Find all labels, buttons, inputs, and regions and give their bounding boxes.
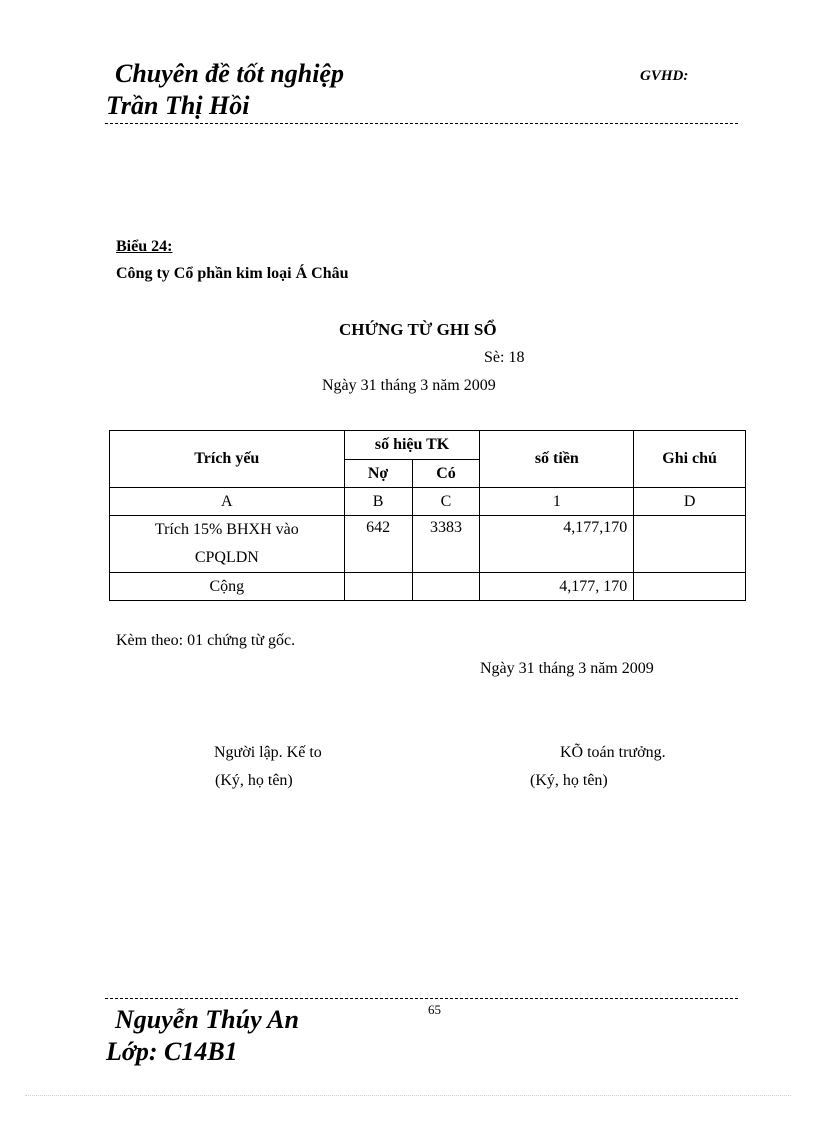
supervisor-name: Trần Thị Hồi xyxy=(106,91,250,120)
row-description: Trích 15% BHXH vào CPQLDN xyxy=(110,516,345,573)
preparer-sign-note: (Ký, họ tên) xyxy=(215,772,293,789)
total-note-empty xyxy=(634,573,746,601)
header-account: số hiệu TK xyxy=(344,431,480,460)
chief-accountant-title: KÕ toán trưởng. xyxy=(560,744,666,761)
row-credit: 3383 xyxy=(412,516,480,573)
table-row xyxy=(110,516,746,573)
code-cell: 1 xyxy=(480,488,634,516)
header-description: Trích yếu xyxy=(110,431,345,488)
header-credit: Có xyxy=(412,460,480,488)
header-amount: số tiền xyxy=(480,431,634,488)
student-name: Nguyễn Thúy An xyxy=(115,1005,299,1034)
attachment-note: Kèm theo: 01 chứng từ gốc. xyxy=(116,632,296,649)
row-amount: 4,177,170 xyxy=(480,516,634,573)
sign-date: Ngày 31 tháng 3 năm 2009 xyxy=(480,660,654,677)
ledger-table xyxy=(109,430,746,601)
header-note: Ghi chú xyxy=(634,431,746,488)
document-number: Sè: 18 xyxy=(484,349,525,366)
header-divider xyxy=(105,123,738,124)
student-class: Lớp: C14B1 xyxy=(106,1037,238,1066)
total-debit-empty xyxy=(344,573,412,601)
form-label: Biểu 24: xyxy=(116,238,173,255)
header-debit: Nợ xyxy=(344,460,412,488)
document-date: Ngày 31 tháng 3 năm 2009 xyxy=(322,377,496,394)
code-cell: C xyxy=(412,488,480,516)
footer-divider xyxy=(105,998,738,999)
page-number: 65 xyxy=(428,1002,441,1017)
chief-sign-note: (Ký, họ tên) xyxy=(530,772,608,789)
code-cell: B xyxy=(344,488,412,516)
total-credit-empty xyxy=(412,573,480,601)
total-row xyxy=(110,573,746,601)
document-title: CHỨNG TỪ GHI SỔ xyxy=(339,320,497,339)
page-bottom-edge xyxy=(25,1095,791,1096)
total-label: Cộng xyxy=(110,573,345,601)
row-debit: 642 xyxy=(344,516,412,573)
total-amount: 4,177, 170 xyxy=(480,573,634,601)
code-cell: D xyxy=(634,488,746,516)
code-cell: A xyxy=(110,488,345,516)
supervisor-label: GVHD: xyxy=(640,68,689,84)
code-row xyxy=(110,488,746,516)
preparer-title: Người lập. Kế to xyxy=(214,744,322,761)
company-name: Công ty Cổ phần kim loại Á Châu xyxy=(116,265,349,282)
thesis-title: Chuyên đề tốt nghiệp xyxy=(115,59,344,88)
row-note xyxy=(634,516,746,573)
